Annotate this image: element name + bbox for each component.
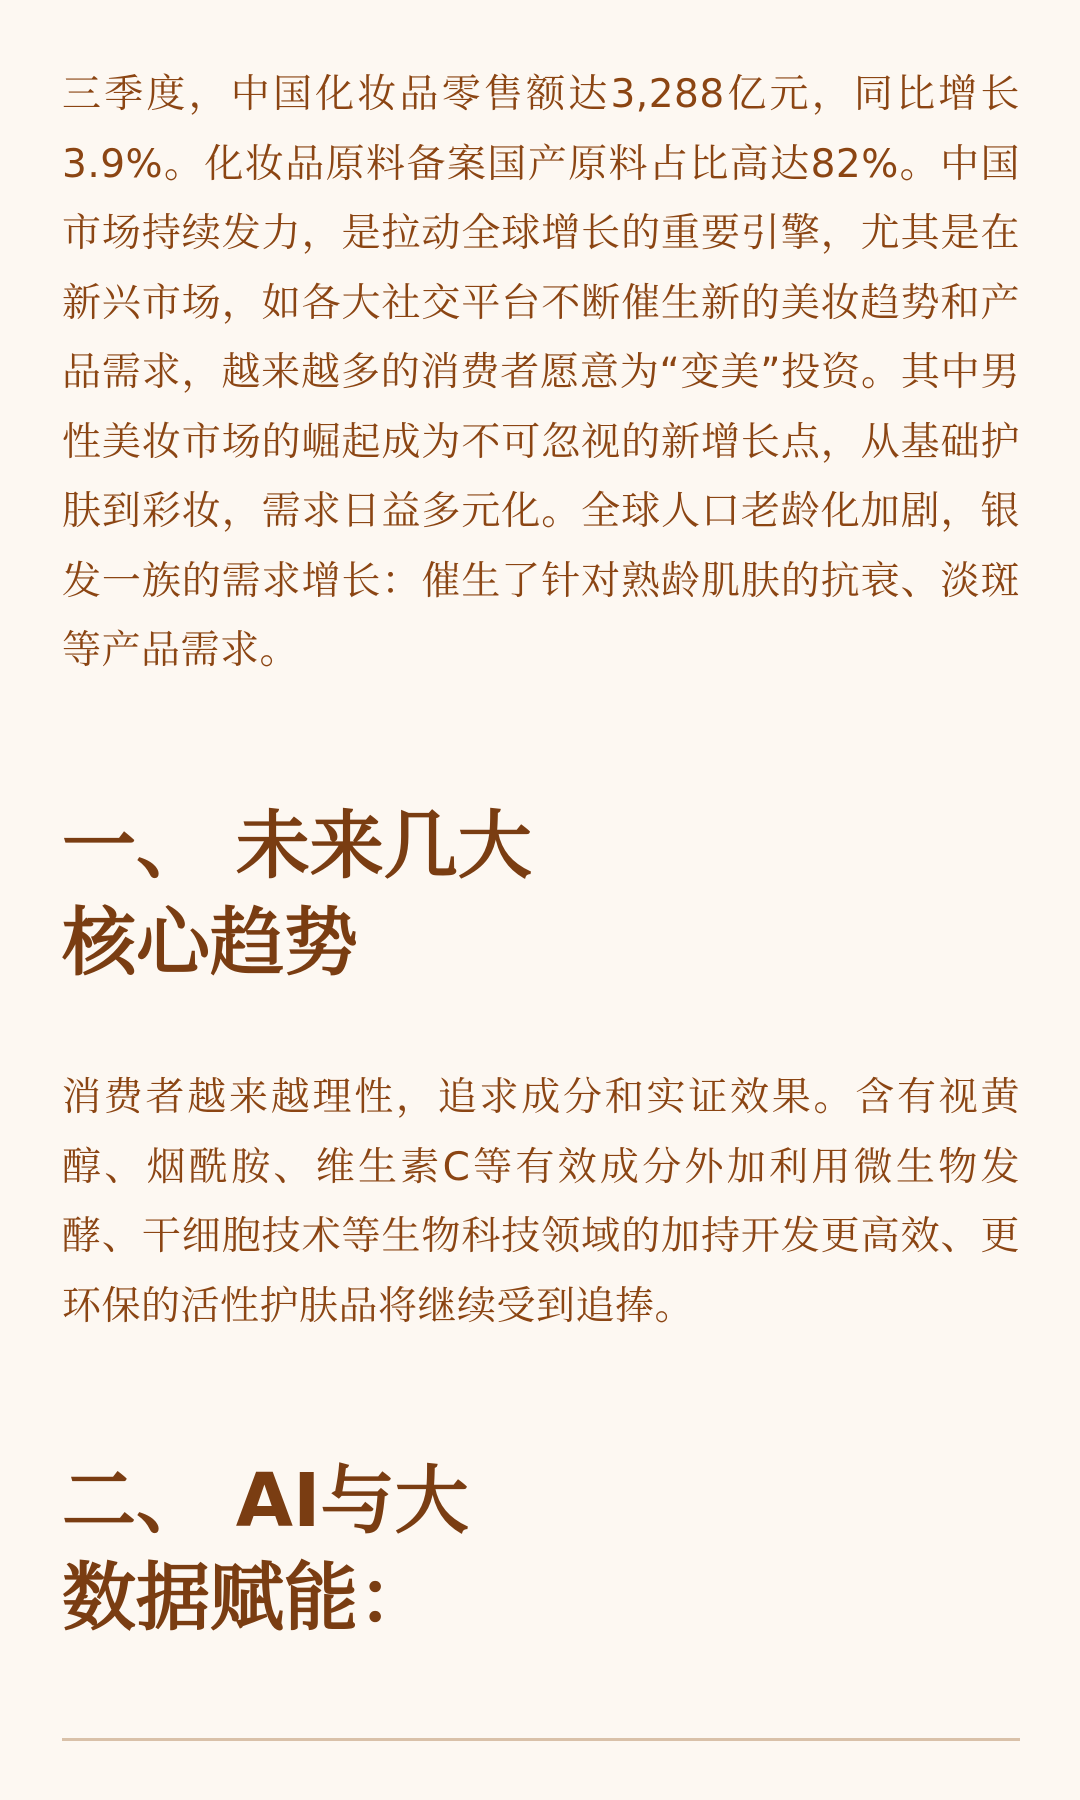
section-2-heading-line-1: 二、 AI与大 bbox=[62, 1458, 469, 1544]
section-1-heading-line-2: 核心趋势 bbox=[62, 900, 358, 986]
intro-paragraph: 三季度，中国化妆品零售额达3,288亿元，同比增长3.9%。化妆品原料备案国产原料占比高达82%。中国市场持续发力，是拉动全球增长的重要引擎，尤其是在新兴市场，如各大社交平台不断催生新的美妆趋势和产品需求，越来越多的消费者愿意为“变美”投资。其中男性美妆市场的崛起成为不可忽视的新增长点，从基础护肤到彩妆，需求日益多元化。全球人口老龄化加剧，银发一族的需求增长：催生了针对熟龄肌肤的抗衰、淡斑等产品需求。 bbox=[62, 72, 1020, 673]
divider bbox=[62, 1738, 1020, 1741]
section-2-heading-line-2: 数据赋能： bbox=[62, 1555, 432, 1641]
section-2-heading bbox=[62, 1453, 762, 1647]
section-1-body: 消费者越来越理性，追求成分和实证效果。含有视黄醇、烟酰胺、维生素C等有效成分外加利用微生物发酵、干细胞技术等生物科技领域的加持开发更高效、更环保的活性护肤品将继续受到追捧。 bbox=[62, 1075, 1020, 1329]
section-1-heading bbox=[62, 798, 762, 992]
section-1-heading-line-1: 一、 未来几大 bbox=[62, 803, 532, 889]
